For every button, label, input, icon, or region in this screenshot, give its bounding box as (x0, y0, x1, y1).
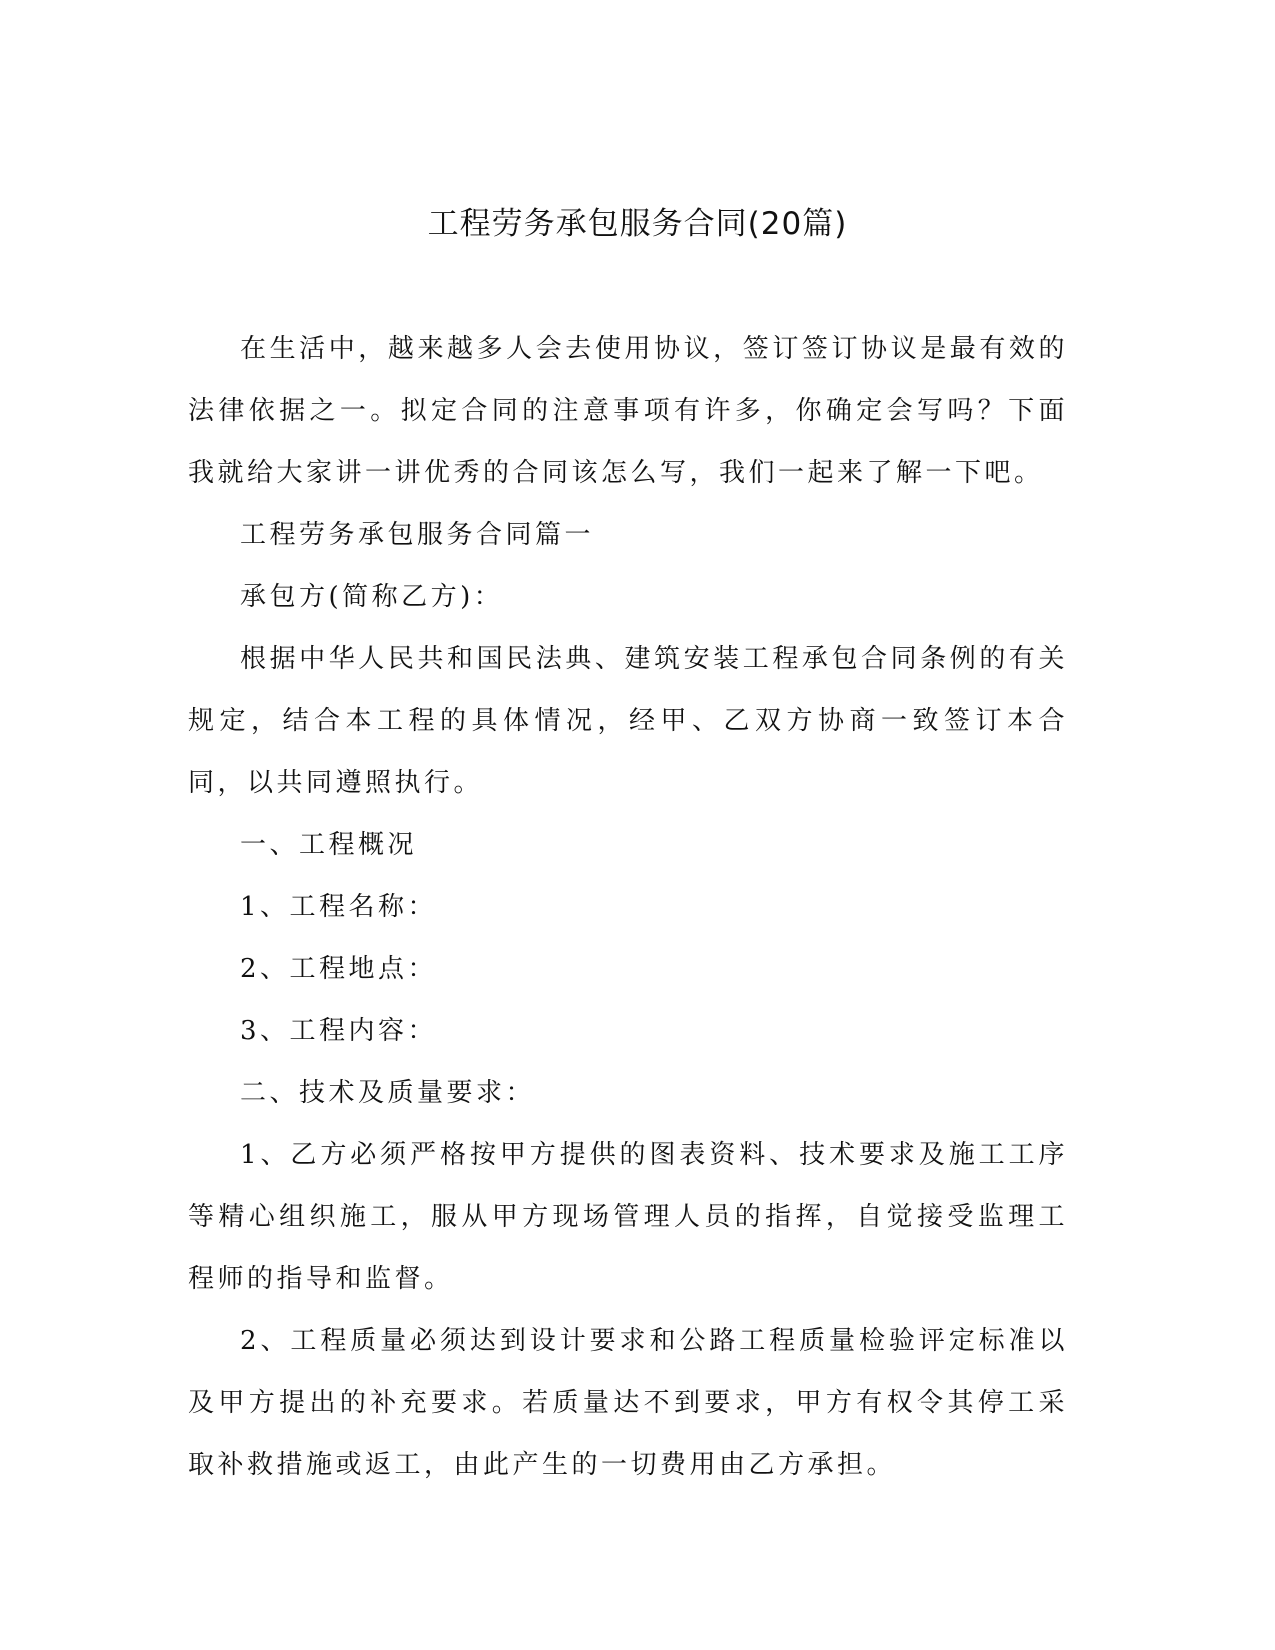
clause-heading-technical-quality: 二、技术及质量要求： (240, 1078, 536, 1108)
document-title: 工程劳务承包服务合同(20篇) (427, 206, 848, 242)
project-content-item: 3、工程内容： (240, 1016, 438, 1046)
clause-heading-project-overview: 一、工程概况 (240, 830, 418, 860)
section-heading-part-one: 工程劳务承包服务合同篇一 (240, 520, 595, 550)
technical-requirement-item-1: 1、乙方必须严格按甲方提供的图表资料、技术要求及施工工序等精心组织施工，服从甲方现场管理人员的指挥，自觉接受监理工程师的指导和监督。 (188, 1140, 1068, 1294)
contractor-line: 承包方(简称乙方)： (240, 582, 504, 612)
intro-paragraph: 在生活中，越来越多人会去使用协议，签订签订协议是最有效的法律依据之一。拟定合同的注意事项有许多，你确定会写吗？下面我就给大家讲一讲优秀的合同该怎么写，我们一起来了解一下吧。 (188, 334, 1068, 488)
preamble-paragraph: 根据中华人民共和国民法典、建筑安装工程承包合同条例的有关规定，结合本工程的具体情况，经甲、乙双方协商一致签订本合同，以共同遵照执行。 (188, 644, 1068, 798)
technical-requirement-item-2: 2、工程质量必须达到设计要求和公路工程质量检验评定标准以及甲方提出的补充要求。若质量达不到要求，甲方有权令其停工采取补救措施或返工，由此产生的一切费用由乙方承担。 (188, 1326, 1068, 1480)
project-name-item: 1、工程名称： (240, 892, 438, 922)
document-body (188, 318, 1068, 1496)
project-location-item: 2、工程地点： (240, 954, 438, 984)
